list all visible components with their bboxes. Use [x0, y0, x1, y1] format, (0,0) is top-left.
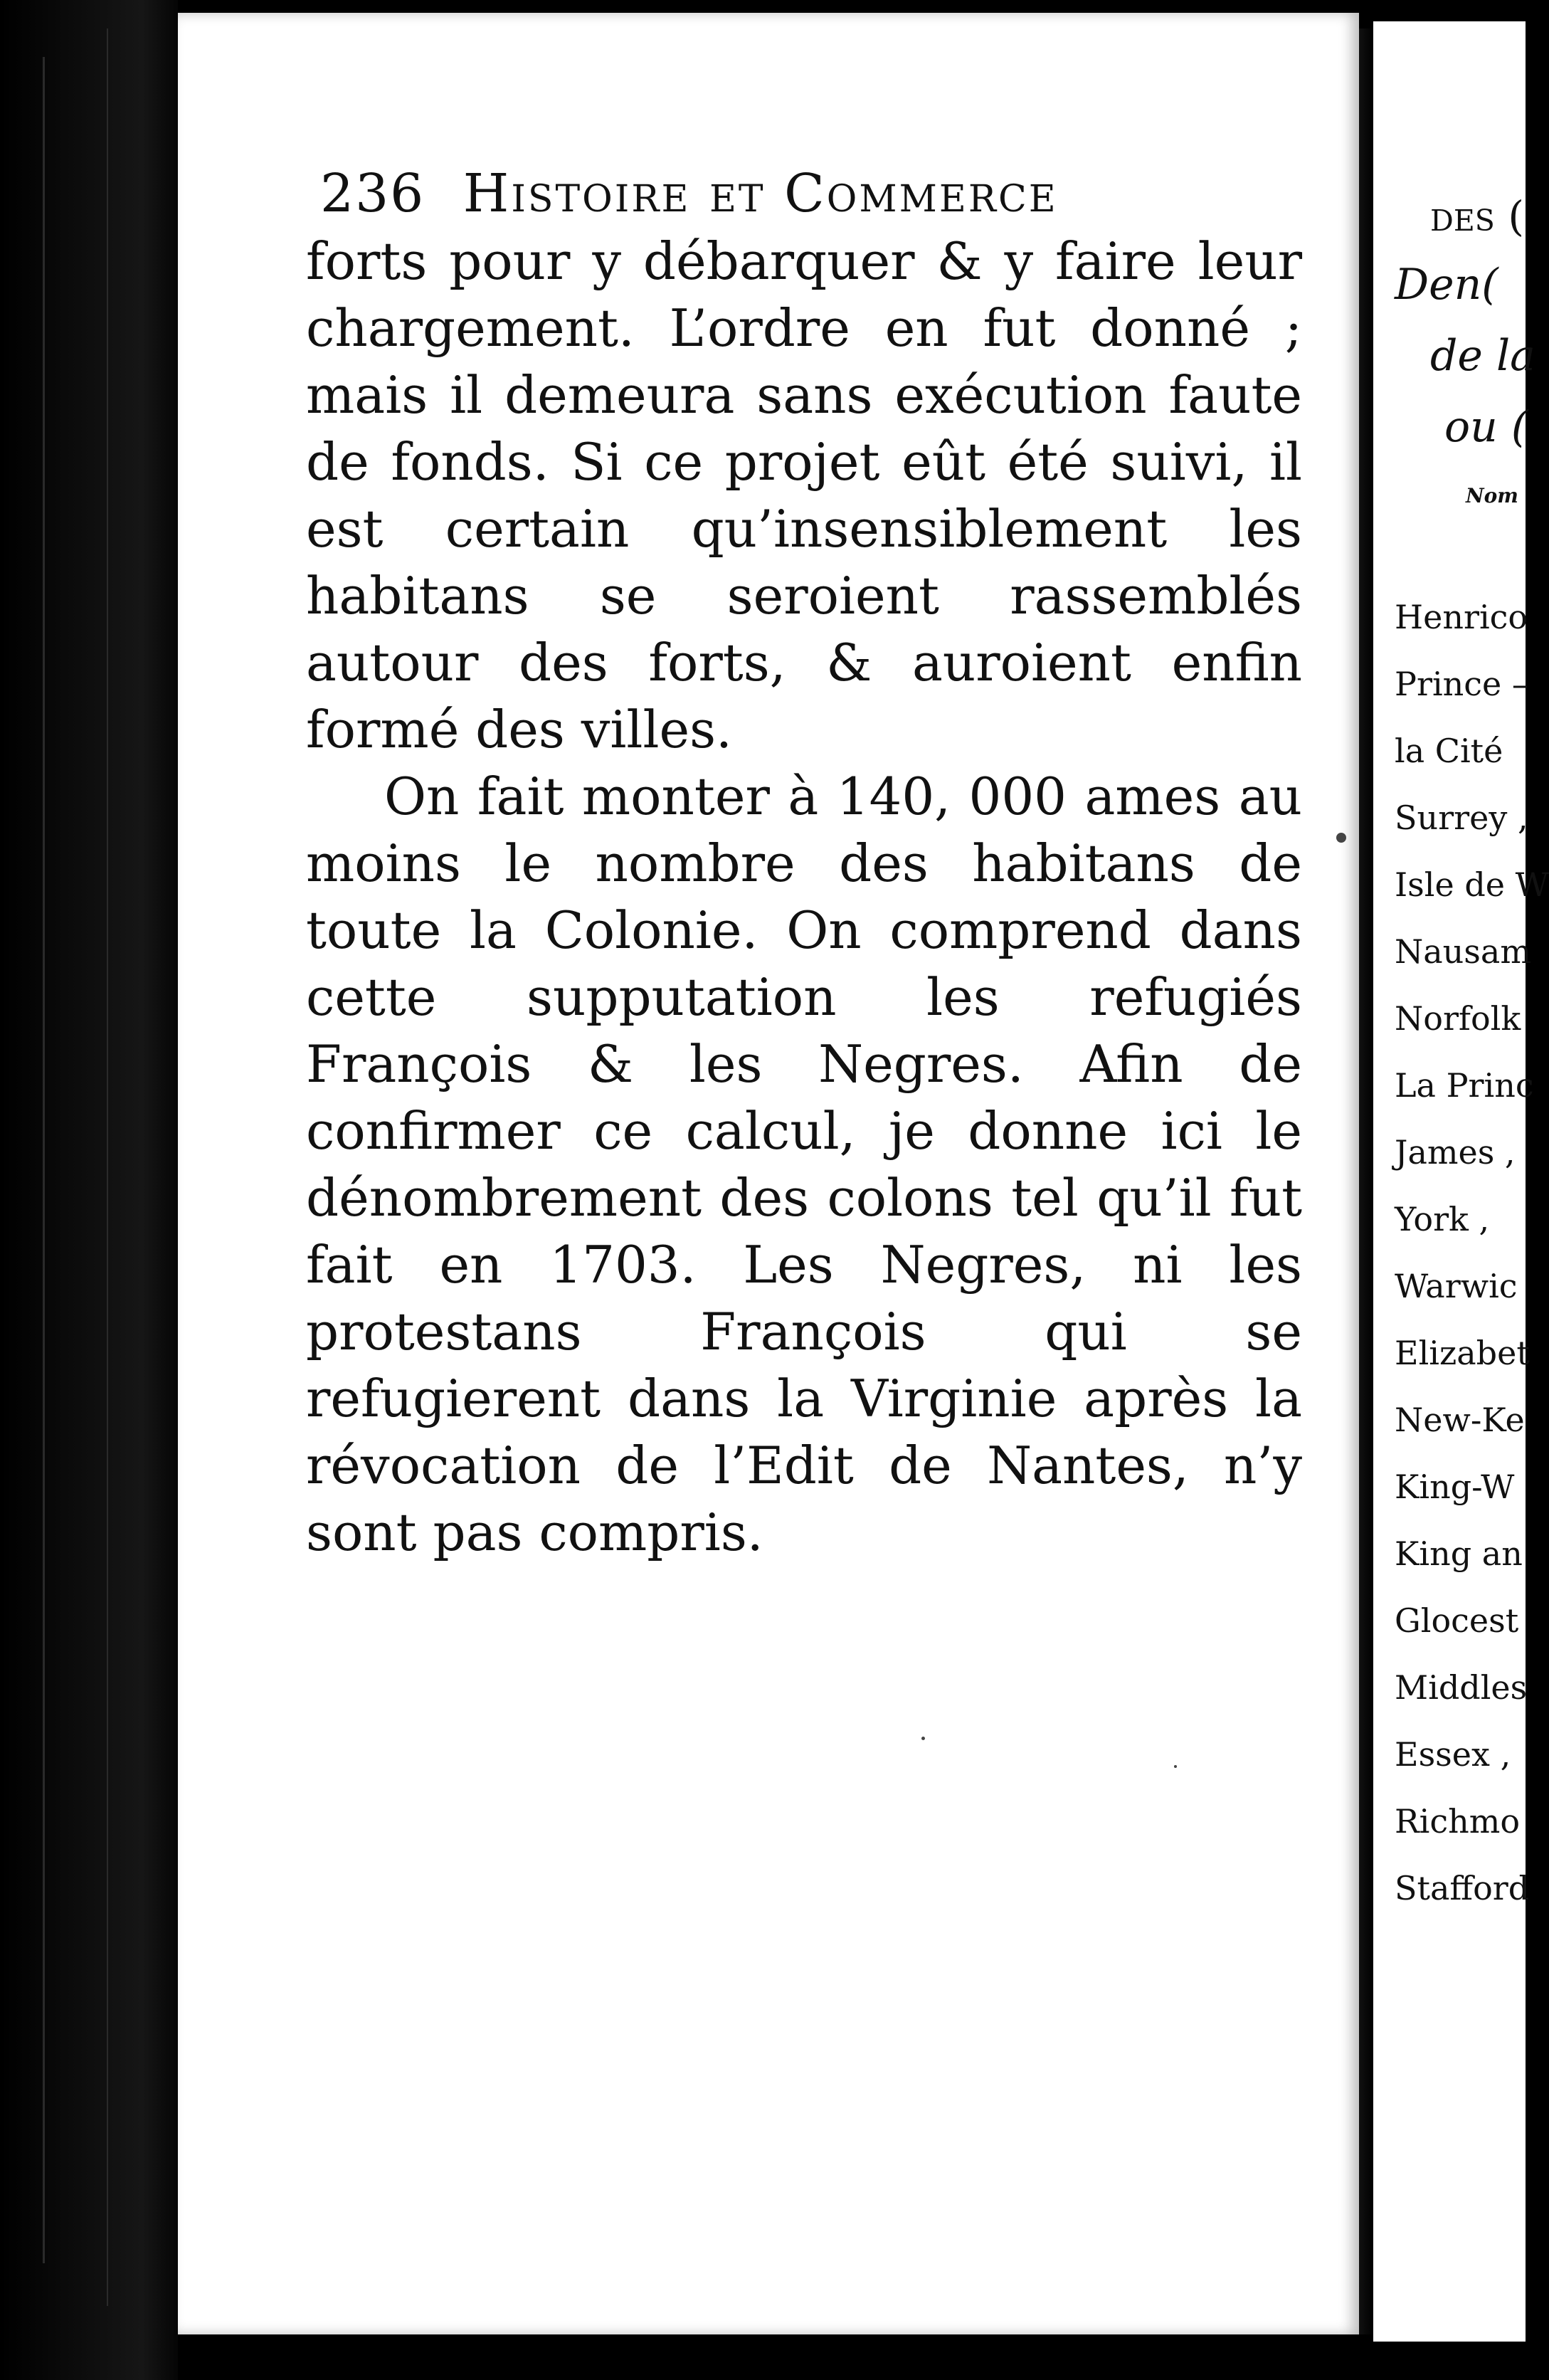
running-header [320, 158, 1302, 229]
right-page [1373, 21, 1549, 2342]
book-spine [0, 0, 178, 2380]
page-number: 236 [320, 163, 425, 224]
county-item: Warwic [1395, 1267, 1518, 1305]
facing-header: des ( [1430, 192, 1524, 241]
county-item: Glocest [1395, 1601, 1519, 1640]
paragraph-continued: forts pour y débarquer & y faire leur chargement. L’ordre en fut donné ; mais il demeura sans exécution faute de fonds. Si ce projet eût été suivi, il est certain qu’insensiblement les habitans se seroient rassemblés autour des forts, & auroient enfin formé des villes. [306, 231, 1302, 759]
county-item: La Princ [1395, 1066, 1534, 1105]
county-item: Henrico [1395, 598, 1528, 636]
facing-title-line: de la [1430, 331, 1535, 381]
county-item: Stafford [1395, 1869, 1530, 1907]
county-item: King-W [1395, 1468, 1515, 1506]
running-title: Histoire et Commerce [462, 163, 1058, 224]
county-item: James , [1395, 1133, 1516, 1171]
spine-crease [43, 57, 45, 2263]
facing-title-line: Den( [1395, 260, 1498, 310]
county-item: Surrey , [1395, 799, 1528, 837]
ink-speck [1336, 833, 1346, 843]
county-item: King an [1395, 1534, 1523, 1573]
county-item: Essex , [1395, 1735, 1511, 1774]
county-item: Norfolk [1395, 999, 1521, 1038]
county-item: Isle de W [1395, 865, 1549, 904]
county-item: Nausam [1395, 932, 1531, 971]
facing-title-line: ou ( [1444, 402, 1528, 452]
county-list [1395, 584, 1549, 1922]
ink-speck [1174, 1765, 1177, 1768]
county-item: York , [1395, 1200, 1490, 1238]
paragraph-population: On fait monter à 140, 000 ames au moins le nombre des habitans de toute la Colonie. On comprend dans cette supputation les refugiés François & les Negres. Afin de confirmer ce calcul, je donne ici le dénombrement des colons tel qu’il fut fait en 1703. Les Negres, ni les protestans François qui se refugierent dans la Virginie après la révocation de l’Edit de Nantes, n’y sont pas compris. [306, 767, 1302, 1562]
county-item: la Cité [1395, 732, 1503, 770]
ink-speck [921, 1737, 925, 1740]
column-heading-nom: Nom [1466, 484, 1518, 507]
county-item: Richmo [1395, 1802, 1521, 1841]
gutter [1359, 28, 1373, 2334]
county-item: Middles [1395, 1668, 1528, 1707]
page-body [306, 228, 1302, 1566]
county-item: New-Ke [1395, 1401, 1525, 1439]
spine-crease [107, 28, 108, 2306]
county-item: Prince – [1395, 665, 1528, 703]
county-item: Elizabet [1395, 1334, 1530, 1372]
